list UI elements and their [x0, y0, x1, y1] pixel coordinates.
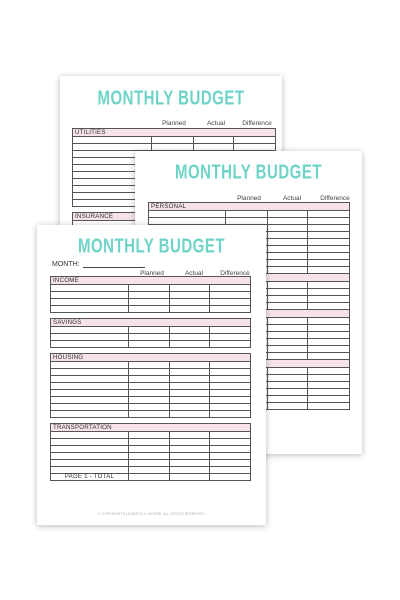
budget-cell[interactable] — [129, 306, 170, 313]
sheet-title: MONTHLY BUDGET — [77, 235, 225, 258]
budget-cell[interactable] — [210, 411, 251, 418]
budget-cell[interactable] — [308, 239, 350, 246]
section-label: SAVINGS — [51, 319, 251, 327]
budget-cell[interactable] — [170, 460, 210, 467]
budget-cell[interactable] — [308, 282, 350, 289]
table-row — [51, 334, 251, 341]
budget-cell[interactable] — [129, 292, 170, 299]
budget-cell[interactable] — [308, 296, 350, 303]
budget-cell[interactable] — [170, 411, 210, 418]
table-row — [51, 327, 251, 334]
budget-cell[interactable] — [129, 467, 170, 474]
budget-cell[interactable] — [268, 246, 308, 253]
budget-cell[interactable] — [268, 253, 308, 260]
budget-cell[interactable] — [152, 137, 194, 144]
budget-cell[interactable] — [73, 144, 152, 151]
budget-cell[interactable] — [170, 299, 210, 306]
sheet-title: MONTHLY BUDGET — [97, 87, 245, 110]
budget-cell[interactable] — [129, 299, 170, 306]
budget-cell[interactable] — [268, 267, 308, 274]
budget-cell[interactable] — [308, 353, 350, 360]
section-label: INSURANCE — [73, 213, 276, 221]
section-header — [73, 129, 276, 137]
budget-cell[interactable] — [226, 211, 268, 218]
section-label: INCOME — [51, 277, 251, 285]
budget-cell[interactable] — [210, 432, 251, 439]
budget-cell[interactable] — [194, 144, 234, 151]
budget-cell[interactable] — [129, 432, 170, 439]
budget-cell[interactable] — [308, 339, 350, 346]
budget-cell[interactable] — [129, 334, 170, 341]
table-row — [51, 404, 251, 411]
table-row — [73, 137, 276, 144]
column-planned: Planned — [237, 195, 261, 202]
budget-cell[interactable] — [51, 439, 129, 446]
budget-cell[interactable] — [170, 341, 210, 348]
column-actual: Actual — [184, 270, 204, 277]
budget-cell[interactable] — [170, 292, 210, 299]
budget-cell[interactable] — [129, 411, 170, 418]
table-row — [51, 453, 251, 460]
column-difference: Difference — [220, 270, 250, 277]
budget-cell[interactable] — [194, 137, 234, 144]
budget-cell[interactable] — [308, 332, 350, 339]
budget-cell[interactable] — [51, 460, 129, 467]
budget-cell[interactable] — [170, 334, 210, 341]
budget-cell[interactable] — [129, 397, 170, 404]
budget-cell[interactable] — [308, 246, 350, 253]
budget-cell[interactable] — [170, 432, 210, 439]
table-row — [51, 285, 251, 292]
budget-cell[interactable] — [170, 439, 210, 446]
table-row — [51, 460, 251, 467]
budget-cell[interactable] — [210, 397, 251, 404]
budget-cell[interactable] — [308, 232, 350, 239]
budget-cell[interactable] — [234, 144, 276, 151]
budget-cell[interactable] — [170, 383, 210, 390]
budget-cell[interactable] — [268, 225, 308, 232]
table-row — [51, 299, 251, 306]
budget-cell[interactable] — [308, 403, 350, 410]
budget-cell[interactable] — [210, 341, 251, 348]
budget-cell[interactable] — [308, 396, 350, 403]
budget-cell[interactable] — [210, 292, 251, 299]
table-row — [51, 383, 251, 390]
budget-cell[interactable] — [129, 460, 170, 467]
section-header — [51, 277, 251, 285]
budget-cell[interactable] — [170, 467, 210, 474]
column-headers — [227, 195, 357, 202]
budget-cell[interactable] — [170, 306, 210, 313]
budget-cell[interactable] — [210, 439, 251, 446]
sheet-title: MONTHLY BUDGET — [174, 161, 322, 184]
table-row — [51, 362, 251, 369]
month-label: MONTH: — [52, 261, 80, 268]
table-row — [51, 432, 251, 439]
table-row — [51, 397, 251, 404]
budget-cell[interactable] — [51, 299, 129, 306]
budget-cell[interactable] — [210, 306, 251, 313]
budget-cell[interactable] — [268, 239, 308, 246]
budget-cell[interactable] — [210, 467, 251, 474]
budget-cell[interactable] — [308, 382, 350, 389]
budget-cell[interactable] — [129, 327, 170, 334]
budget-cell[interactable] — [51, 376, 129, 383]
table-row — [51, 369, 251, 376]
budget-cell[interactable] — [268, 353, 308, 360]
section-header — [51, 319, 251, 327]
budget-cell[interactable] — [268, 318, 308, 325]
budget-cell[interactable] — [308, 253, 350, 260]
total-row — [51, 474, 251, 481]
budget-cell[interactable] — [129, 362, 170, 369]
budget-cell[interactable] — [129, 376, 170, 383]
budget-cell[interactable] — [51, 404, 129, 411]
budget-cell[interactable] — [308, 225, 350, 232]
budget-cell[interactable] — [51, 292, 129, 299]
table-row — [51, 341, 251, 348]
budget-cell[interactable] — [308, 318, 350, 325]
budget-cell[interactable] — [170, 397, 210, 404]
table-row — [51, 411, 251, 418]
table-row — [51, 376, 251, 383]
budget-cell[interactable] — [51, 397, 129, 404]
copyright-notice: © COPYRIGHT ELIZABETH A. MOORE. ALL RIGHTS RESERVED. — [98, 512, 205, 516]
budget-cell[interactable] — [268, 403, 308, 410]
budget-cell[interactable] — [210, 376, 251, 383]
budget-cell[interactable] — [268, 282, 308, 289]
budget-cell[interactable] — [51, 327, 129, 334]
column-planned: Planned — [140, 270, 164, 277]
budget-cell[interactable] — [170, 285, 210, 292]
budget-cell[interactable] — [268, 339, 308, 346]
table-row — [51, 439, 251, 446]
budget-cell[interactable] — [152, 144, 194, 151]
table-row — [51, 446, 251, 453]
total-label: PAGE 1 - TOTAL — [51, 474, 129, 481]
budget-cell[interactable] — [210, 390, 251, 397]
column-actual: Actual — [206, 120, 226, 127]
section-header — [51, 354, 251, 362]
budget-cell[interactable] — [308, 218, 350, 225]
budget-cell[interactable] — [170, 404, 210, 411]
column-planned: Planned — [162, 120, 186, 127]
column-headers — [152, 120, 278, 127]
budget-cell[interactable] — [149, 218, 226, 225]
budget-cell[interactable] — [149, 211, 226, 218]
table-row — [51, 306, 251, 313]
column-difference: Difference — [242, 120, 272, 127]
budget-cell[interactable] — [308, 346, 350, 353]
section-label: UTILITIES — [73, 129, 276, 137]
budget-cell[interactable] — [170, 390, 210, 397]
budget-cell[interactable] — [308, 368, 350, 375]
table-row — [149, 211, 350, 218]
budget-cell[interactable] — [210, 369, 251, 376]
budget-cell[interactable] — [210, 453, 251, 460]
budget-cell[interactable] — [170, 446, 210, 453]
budget-cell[interactable] — [170, 369, 210, 376]
budget-cell[interactable] — [308, 389, 350, 396]
budget-cell[interactable] — [51, 362, 129, 369]
table-row — [149, 218, 350, 225]
section-header — [51, 424, 251, 432]
budget-cell[interactable] — [268, 382, 308, 389]
budget-cell[interactable] — [308, 303, 350, 310]
budget-cell[interactable] — [308, 267, 350, 274]
budget-cell[interactable] — [268, 346, 308, 353]
budget-cell[interactable] — [226, 218, 268, 225]
budget-cell[interactable] — [51, 446, 129, 453]
budget-cell[interactable] — [129, 369, 170, 376]
budget-cell[interactable] — [268, 375, 308, 382]
budget-cell[interactable] — [268, 368, 308, 375]
budget-cell[interactable] — [51, 432, 129, 439]
month-field — [52, 261, 145, 268]
budget-cell[interactable] — [51, 285, 129, 292]
budget-cell[interactable] — [129, 404, 170, 411]
budget-cell[interactable] — [51, 369, 129, 376]
budget-cell[interactable] — [170, 362, 210, 369]
budget-cell[interactable] — [170, 474, 210, 481]
budget-cell[interactable] — [129, 285, 170, 292]
budget-cell[interactable] — [268, 396, 308, 403]
budget-cell[interactable] — [129, 446, 170, 453]
budget-cell[interactable] — [210, 299, 251, 306]
budget-cell[interactable] — [210, 285, 251, 292]
budget-cell[interactable] — [51, 341, 129, 348]
budget-cell[interactable] — [210, 383, 251, 390]
budget-cell[interactable] — [210, 327, 251, 334]
section-label: PERSONAL — [149, 203, 350, 211]
budget-cell[interactable] — [268, 332, 308, 339]
section-header — [149, 203, 350, 211]
budget-cell[interactable] — [129, 383, 170, 390]
budget-cell[interactable] — [308, 260, 350, 267]
budget-cell[interactable] — [170, 376, 210, 383]
budget-cell[interactable] — [51, 334, 129, 341]
month-input-line[interactable] — [83, 267, 145, 268]
budget-cell[interactable] — [51, 411, 129, 418]
budget-cell[interactable] — [268, 232, 308, 239]
budget-cell[interactable] — [268, 211, 308, 218]
budget-cell[interactable] — [308, 211, 350, 218]
budget-cell[interactable] — [234, 137, 276, 144]
budget-sheet-front — [37, 225, 266, 525]
budget-cell[interactable] — [308, 375, 350, 382]
column-actual: Actual — [282, 195, 302, 202]
budget-cell[interactable] — [308, 289, 350, 296]
section-label: HOUSING — [51, 354, 251, 362]
table-row — [51, 467, 251, 474]
budget-cell[interactable] — [268, 218, 308, 225]
section-label: TRANSPORTATION — [51, 424, 251, 432]
budget-cell[interactable] — [210, 474, 251, 481]
budget-cell[interactable] — [268, 325, 308, 332]
budget-cell[interactable] — [268, 260, 308, 267]
table-row — [51, 390, 251, 397]
budget-cell[interactable] — [210, 460, 251, 467]
budget-cell[interactable] — [268, 296, 308, 303]
budget-cell[interactable] — [268, 303, 308, 310]
budget-cell[interactable] — [210, 446, 251, 453]
budget-cell[interactable] — [129, 341, 170, 348]
budget-cell[interactable] — [129, 453, 170, 460]
budget-cell[interactable] — [129, 439, 170, 446]
budget-cell[interactable] — [51, 306, 129, 313]
budget-cell[interactable] — [129, 390, 170, 397]
budget-cell[interactable] — [308, 325, 350, 332]
budget-cell[interactable] — [129, 474, 170, 481]
budget-cell[interactable] — [73, 137, 152, 144]
column-difference: Difference — [320, 195, 350, 202]
table-row — [51, 292, 251, 299]
budget-cell[interactable] — [51, 383, 129, 390]
budget-cell[interactable] — [210, 334, 251, 341]
budget-cell[interactable] — [170, 327, 210, 334]
table-row — [73, 144, 276, 151]
budget-cell[interactable] — [51, 453, 129, 460]
budget-cell[interactable] — [268, 289, 308, 296]
budget-cell[interactable] — [210, 404, 251, 411]
budget-cell[interactable] — [268, 389, 308, 396]
budget-table — [50, 276, 251, 481]
budget-cell[interactable] — [51, 467, 129, 474]
budget-cell[interactable] — [170, 453, 210, 460]
budget-cell[interactable] — [51, 390, 129, 397]
budget-cell[interactable] — [210, 362, 251, 369]
